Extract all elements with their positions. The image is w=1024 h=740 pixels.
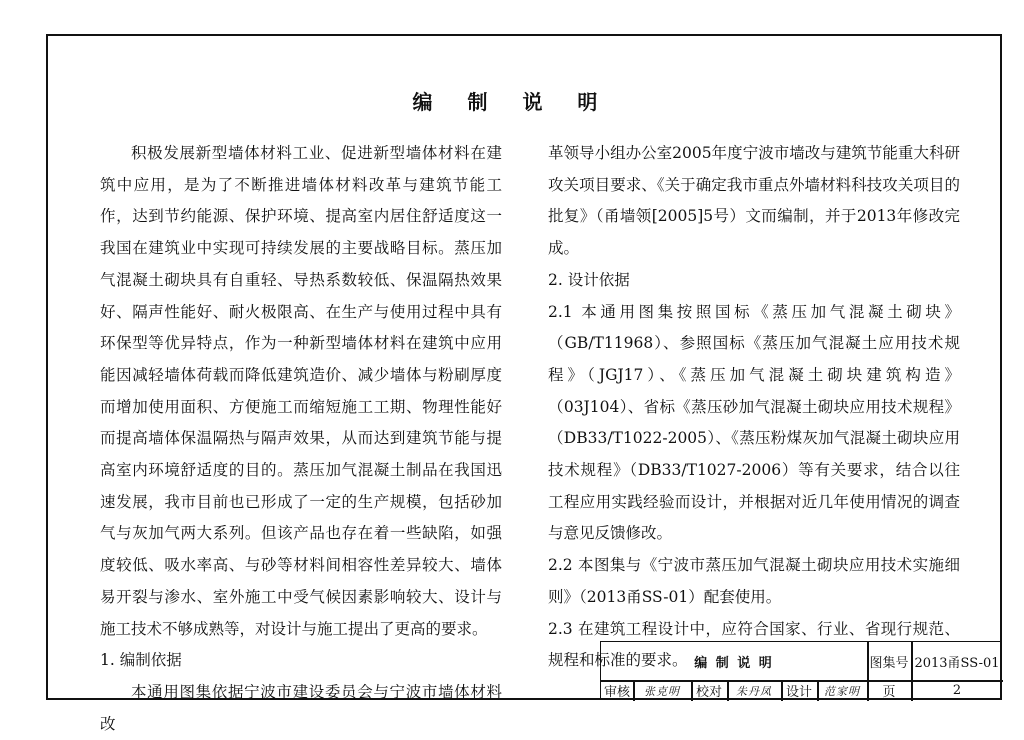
page-title: 编 制 说 明: [412, 90, 612, 114]
section2-heading: 2. 设计依据: [548, 270, 630, 289]
checker-signature: 朱丹凤: [736, 684, 772, 698]
designer-signature: 范家明: [824, 684, 860, 698]
review-label: 审核: [603, 685, 630, 700]
atlas-number: 2013甬SS-01: [914, 655, 1000, 671]
drawing-title: 编 制 说 明: [694, 655, 774, 671]
reviewer-signature: 张克明: [644, 684, 680, 698]
check-label: 校对: [695, 685, 722, 700]
design-label: 设计: [785, 685, 812, 700]
intro-paragraph: 积极发展新型墙体材料工业、促进新型墙体材料在建筑中应用，是为了不断推进墙体材料改革与建筑节能工作，达到节约能源、保护环境、提高室内居住舒适度这一我国在建筑业中实现可持续发展的主要战略目标。蒸压加气混凝土砌块具有自重轻、导热系数较低、保温隔热效果好、隔声性能好、耐火极限高、在生产与使用过程中具有环保型等优异特点，作为一种新型墙体材料在建筑中应用能因减轻墙体荷载而降低建筑造价、减少墙体与粉刷厚度而增加使用面积、方便施工而缩短施工工期、物理性能好而提高墙体保温隔热与隔声效果，从而达到建筑节能与提高室内环境舒适度的目的。蒸压加气混凝土制品在我国迅速发展，我市目前也已形成了一定的生产规模，包括砂加气与灰加气两大系列。但该产品也存在着一些缺陷，如强度较低、吸水率高、与砂等材料间相容性差异较大、墙体易开裂与渗水、室外施工中受气候因素影响较大、设计与施工技术不够成熟等，对设计与施工提出了更高的要求。: [100, 144, 502, 638]
page-label: 页: [882, 685, 896, 700]
section1-text: 本通用图集依据宁波市建设委员会与宁波市墙体材料改: [100, 682, 502, 733]
right-column: [548, 138, 960, 677]
section1-heading: 1. 编制依据: [100, 651, 182, 670]
item-2-2: 2.2 本图集与《宁波市蒸压加气混凝土砌块应用技术实施细则》（2013甬SS-01）配套使用。: [548, 556, 960, 606]
item-2-1: 2.1 本通用图集按照国标《蒸压加气混凝土砌块》（GB/T11968）、参照国标《蒸压加气混凝土应用技术规程》（JGJ17）、《蒸压加气混凝土砌块建筑构造》（03J104）、省标《蒸压砂加气混凝土砌块应用技术规程》（DB33/T1022-2005）、《蒸压粉煤灰加气混凝土砌块应用技术规程》（DB33/T1027-2006）等有关要求，结合以往工程应用实践经验而设计，并根据对近几年使用情况的调查与意见反馈修改。: [548, 302, 960, 543]
atlas-label: 图集号: [869, 655, 909, 671]
continuation-paragraph: 革领导小组办公室2005年度宁波市墙改与建筑节能重大科研攻关项目要求、《关于确定我市重点外墙材料科技攻关项目的批复》（甬墙领[2005]5号）文而编制，并于2013年修改完成。: [548, 144, 960, 258]
item-2-3: 2.3 在建筑工程设计中，应符合国家、行业、省现行规范、规程和标准的要求。: [548, 619, 960, 670]
left-column: [100, 138, 502, 740]
title-block: [600, 641, 1002, 700]
page-number: 2: [952, 683, 962, 698]
